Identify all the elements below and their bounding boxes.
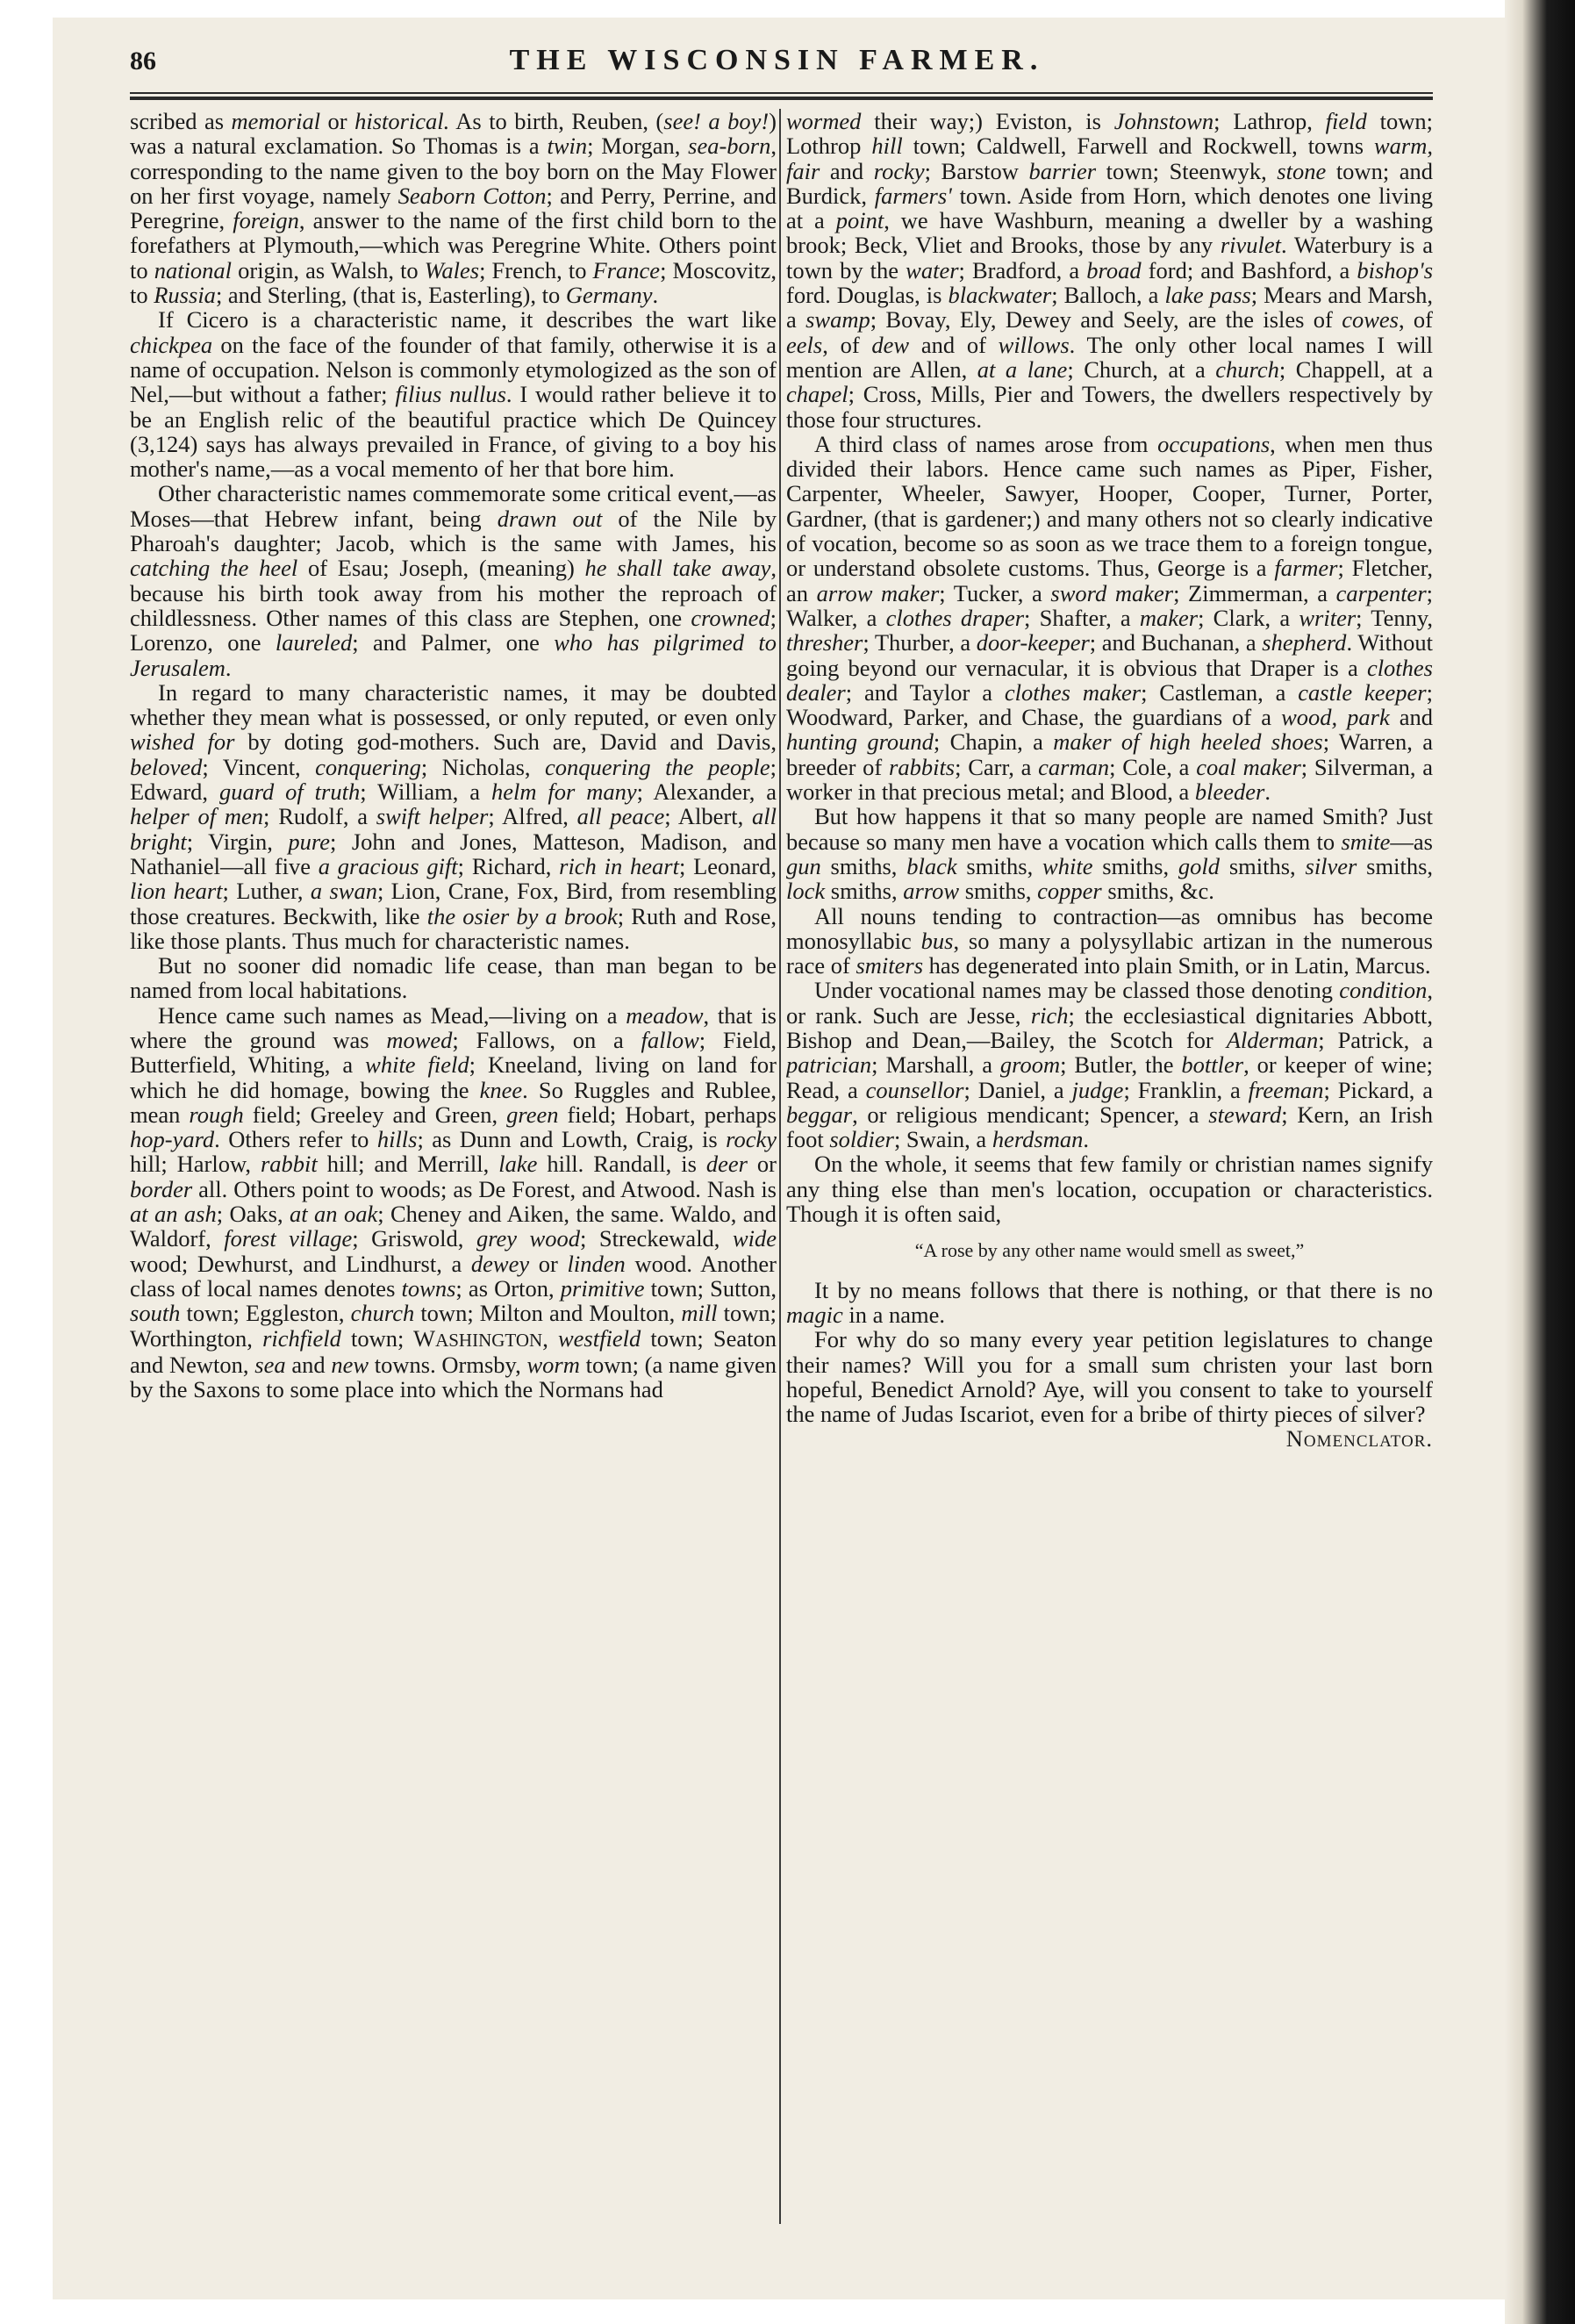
quotation: “A rose by any other name would smell as sweet,” <box>914 1239 1305 1262</box>
paragraph: Hence came such names as Mead,—living on a meadow, that is where the ground was mowed; Fallows, on a fallow; Field, Butterfield, Whiting, a white field; Kneeland, living on land for which he did homage, bowing the knee. So Ruggles and Rublee, mean rough field; Greeley and Green, green field; Hobart, perhaps hop-yard. Others refer to hills; as Dunn and Lowth, Craig, is rocky hill; Harlow, rabbit hill; and Merrill, lake hill. Randall, is deer or border all. Others point to woods; as De Forest, and Atwood. Nash is at an ash; Oaks, at an oak; Cheney and Aiken, the same. Waldo, and Waldorf, forest village; Griswold, grey wood; Streckewald, wide wood; Dewhurst, and Lindhurst, a dewey or linden wood. Another class of local names denotes towns; as Orton, primitive town; Sutton, south town; Eggleston, church town; Milton and Moulton, mill town; Worthington, richfield town; WASHINGTON, westfield town; Seaton and Newton, sea and new towns. Ormsby, worm town; (a name given by the Saxons to some place into which the Normans had <box>130 1001 777 1403</box>
paragraph: It by no means follows that there is nothing, or that there is no magic in a name. <box>786 1276 1433 1328</box>
left-column <box>130 109 777 2250</box>
paragraph: wormed their way;) Eviston, is Johnstown; Lathrop, field town; Lothrop hill town; Caldwell, Farwell and Rockwell, towns warm, fair and rocky; Barstow barrier town; Steenwyk, stone town; and Burdick, farmers' town. Aside from Horn, which denotes one living at a point, we have Washburn, meaning a dweller by a washing brook; Beck, Vliet and Brooks, those by any rivulet. Waterbury is a town by the water; Bradford, a broad ford; and Bashford, a bishop's ford. Douglas, is blackwater; Balloch, a lake pass; Mears and Marsh, a swamp; Bovay, Ely, Dewey and Seely, are the isles of cowes, of eels, of dew and of willows. The only other local names I will mention are Allen, at a lane; Church, at a church; Chappell, at a chapel; Cross, Mills, Pier and Towers, the dwellers respectively by those four structures. <box>786 109 1433 433</box>
paragraph: Under vocational names may be classed those denoting condition, or rank. Such are Jesse, rich; the ecclesiastical dignitaries Abbott, Bishop and Dean,—Bailey, the Scotch for Alderman; Patrick, a patrician; Marshall, a groom; Butler, the bottler, or keeper of wine; Read, a counsellor; Daniel, a judge; Franklin, a freeman; Pickard, a beggar, or religious mendicant; Spencer, a steward; Kern, an Irish foot soldier; Swain, a herdsman. <box>786 977 1433 1153</box>
paragraph: All nouns tending to contraction—as omnibus has become monosyllabic bus, so many a polysyllabic artizan in the numerous race of smiters has degenerated into plain Smith, or in Latin, Marcus. <box>786 902 1433 979</box>
paragraph-text: For why do so many every year petition legislatures to change their names? Will you for a small sum christen your last born hopeful, Benedict Arnold? Aye, will you consent to take to yourself the name of Judas Iscariot, even for a bribe of thirty pieces of silver? <box>786 1326 1433 1428</box>
header-rule-thin <box>130 92 1433 94</box>
paragraph: In regard to many characteristic names, it may be doubted whether they mean what is possessed, or only reputed, or even only wished for by doting god-mothers. Such are, David and Davis, beloved; Vincent, conquering; Nicholas, conquering the people; Edward, guard of truth; William, a helm for many; Alexander, a helper of men; Rudolf, a swift helper; Alfred, all peace; Albert, all bright; Virgin, pure; John and Jones, Matteson, Madison, and Nathaniel—all five a gracious gift; Richard, rich in heart; Leonard, lion heart; Luther, a swan; Lion, Crane, Fox, Bird, from resembling those creatures. Beckwith, like the osier by a brook; Ruth and Rose, like those plants. Thus much for characteristic names. <box>130 678 777 954</box>
running-title: THE WISCONSIN FARMER. <box>509 44 1045 76</box>
paragraph: scribed as memorial or historical. As to birth, Reuben, (see! a boy!) was a natural exclamation. So Thomas is a twin; Morgan, sea-born, corresponding to the name given to the boy born on the May Flower on her first voyage, namely Seaborn Cotton; and Perry, Perrine, and Peregrine, foreign, answer to the name of the first child born to the forefathers at Plymouth,—which was Peregrine White. Others point to national origin, as Walsh, to Wales; French, to France; Moscovitz, to Russia; and Sterling, (that is, Easterling), to Germany. <box>130 109 777 309</box>
paragraph <box>786 1326 1433 1452</box>
book-spine <box>1505 0 1575 2324</box>
running-header <box>130 44 1424 86</box>
paragraph: But how happens it that so many people are named Smith? Just because so many men have a vocation which calls them to smite—as gun smiths, black smiths, white smiths, gold smiths, silver smiths, lock smiths, arrow smiths, copper smiths, &c. <box>786 803 1433 905</box>
paragraph: But no sooner did nomadic life cease, than man began to be named from local habitations. <box>130 952 777 1004</box>
paragraph: If Cicero is a characteristic name, it describes the wart like chickpea on the face of the founder of that family, otherwise it is a name of occupation. Nelson is commonly etymologized as the son of Nel,—but without a father; filius nullus. I would rather believe it to be an English relic of the beautiful practice which De Quincey (3,124) says has always prevailed in France, of giving to a boy his mother's name,—as a vocal memento of her that bore him. <box>130 306 777 483</box>
right-column <box>786 109 1433 2250</box>
column-divider <box>779 109 781 2224</box>
author-signature: Nomenclator. <box>1285 1425 1433 1452</box>
paragraph: A third class of names arose from occupations, when men thus divided their labors. Hence came such names as Piper, Fisher, Carpenter, Wheeler, Sawyer, Hooper, Cooper, Turner, Porter, Gardner, (that is gardener;) and many others not so clearly indicative of vocation, become so as soon as we trace them to a foreign tongue, or understand obsolete customs. Thus, George is a farmer; Fletcher, an arrow maker; Tucker, a sword maker; Zimmerman, a carpenter; Walker, a clothes draper; Shafter, a maker; Clark, a writer; Tenny, thresher; Thurber, a door-keeper; and Buchanan, a shepherd. Without going beyond our vernacular, it is obvious that Draper is a clothes dealer; and Taylor a clothes maker; Castleman, a castle keeper; Woodward, Parker, and Chase, the guardians of a wood, park and hunting ground; Chapin, a maker of high heeled shoes; Warren, a breeder of rabbits; Carr, a carman; Cole, a coal maker; Silverman, a worker in that precious metal; and Blood, a bleeder. <box>786 430 1433 806</box>
paragraph: On the whole, it seems that few family or christian names signify any thing else than men's location, occupation or characteristics. Though it is often said, <box>786 1151 1433 1228</box>
page-number: 86 <box>130 47 156 75</box>
paragraph: Other characteristic names commemorate some critical event,—as Moses—that Hebrew infant, being drawn out of the Nile by Pharoah's daughter; Jacob, which is the same with James, his catching the heel of Esau; Joseph, (meaning) he shall take away, because his birth took away from his mother the reproach of childlessness. Other names of this class are Stephen, one crowned; Lorenzo, one laureled; and Palmer, one who has pilgrimed to Jerusalem. <box>130 480 777 681</box>
header-rule-thick <box>130 97 1433 100</box>
